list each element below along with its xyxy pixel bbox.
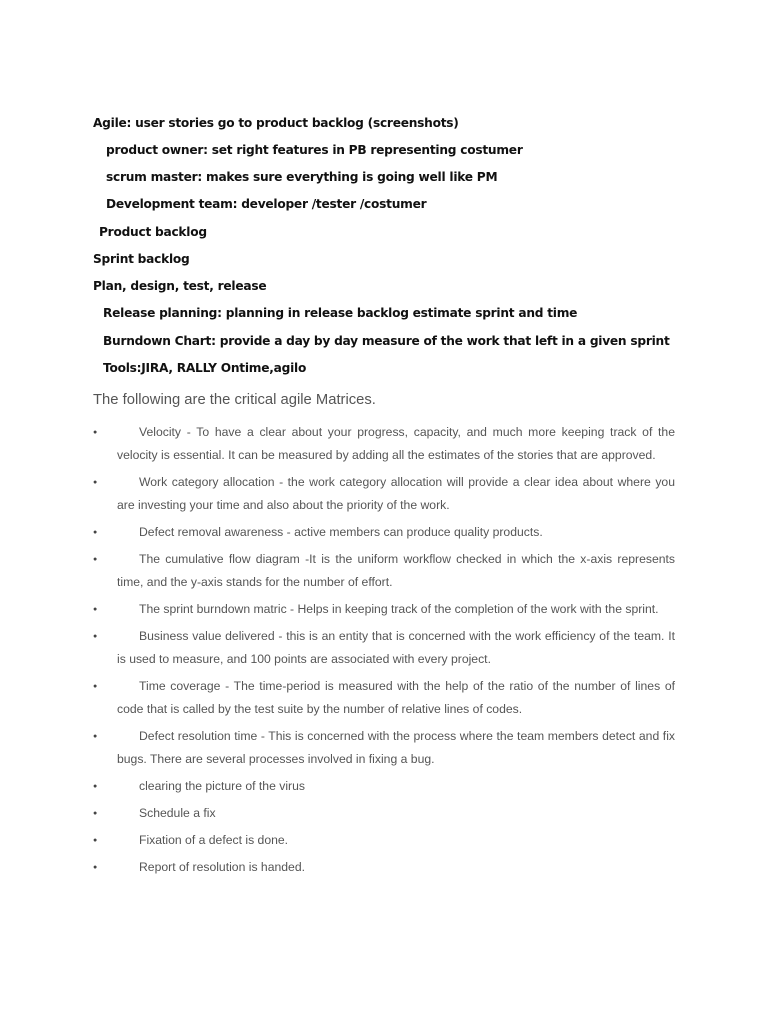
- list-item: [93, 548, 675, 594]
- bullet-icon: ●: [93, 864, 98, 871]
- list-item-text: clearing the picture of the virus: [139, 779, 305, 793]
- note-text: planning in release backlog estimate sprint and time: [221, 306, 578, 320]
- list-item: [93, 829, 675, 852]
- list-item-text: Fixation of a defect is done.: [139, 833, 289, 847]
- note-agile: [93, 116, 459, 130]
- note-text: developer /tester /costumer: [237, 197, 427, 211]
- list-item-text: The sprint burndown matric - Helps in keeping track of the completion of the work with the sprint.: [139, 602, 659, 616]
- list-item-text: Schedule a fix: [139, 806, 216, 820]
- bullet-icon: ●: [93, 733, 98, 740]
- list-item: [93, 521, 675, 544]
- list-item-text: Defect resolution time - This is concerned with the process where the team members detect and fix bugs. There are several processes involved in fixing a bug.: [117, 729, 675, 766]
- note-product-backlog: [99, 225, 207, 239]
- list-item-text: Time coverage - The time-period is measured with the help of the ratio of the number of lines of code that is called by the test suite by the number of relative lines of codes.: [117, 679, 675, 716]
- list-item-text: Business value delivered - this is an entity that is concerned with the work efficiency of the team. It is used to measure, and 100 points are associated with every project.: [117, 629, 675, 666]
- note-label: Sprint backlog: [93, 252, 190, 266]
- bullet-icon: ●: [93, 606, 98, 613]
- list-item-text: Velocity - To have a clear about your progress, capacity, and much more keeping track of the velocity is essential. It can be measured by adding all the estimates of the stories that are approved.: [117, 425, 675, 462]
- bullet-icon: ●: [93, 810, 98, 817]
- note-burndown-chart: [103, 334, 670, 348]
- bullet-icon: ●: [93, 633, 98, 640]
- bullet-icon: ●: [93, 837, 98, 844]
- note-label: Release planning:: [103, 306, 222, 320]
- note-text: Ontime,agilo: [216, 361, 307, 375]
- note-release-planning: [103, 306, 577, 320]
- metrics-list: [93, 421, 675, 883]
- bullet-icon: ●: [93, 529, 98, 536]
- note-label: Product backlog: [99, 225, 207, 239]
- bullet-icon: ●: [93, 479, 98, 486]
- list-item: [93, 775, 675, 798]
- list-item-text: The cumulative flow diagram -It is the uniform workflow checked in which the x-axis represents time, and the y-axis stands for the number of effort.: [117, 552, 675, 589]
- note-development-team: [106, 197, 426, 211]
- note-label: Tools:JIRA, RALLY: [103, 361, 217, 375]
- note-text: user stories go to product backlog (screenshots): [131, 116, 459, 130]
- note-label: Burndown Chart:: [103, 334, 216, 348]
- list-item: [93, 625, 675, 671]
- list-item-text: Report of resolution is handed.: [139, 860, 305, 874]
- list-item: [93, 725, 675, 771]
- list-item: [93, 802, 675, 825]
- note-text: set right features in PB representing costumer: [207, 143, 523, 157]
- note-label: product owner:: [106, 143, 208, 157]
- note-scrum-master: [106, 170, 497, 184]
- note-label: scrum master:: [106, 170, 203, 184]
- section-heading: The following are the critical agile Matrices.: [93, 392, 376, 408]
- note-label: Plan, design, test, release: [93, 279, 267, 293]
- list-item: [93, 675, 675, 721]
- list-item: [93, 471, 675, 517]
- note-product-owner: [106, 143, 523, 157]
- note-text: makes sure everything is going well like PM: [202, 170, 498, 184]
- list-item: [93, 856, 675, 879]
- bullet-icon: ●: [93, 429, 98, 436]
- note-text: provide a day by day measure of the work that left in a given sprint: [215, 334, 670, 348]
- list-item: [93, 598, 675, 621]
- note-label: Development team:: [106, 197, 238, 211]
- bullet-icon: ●: [93, 556, 98, 563]
- bullet-icon: ●: [93, 783, 98, 790]
- list-item: [93, 421, 675, 467]
- note-plan-design-test-release: [93, 279, 266, 293]
- list-item-text: Defect removal awareness - active members can produce quality products.: [139, 525, 543, 539]
- bullet-icon: ●: [93, 683, 98, 690]
- note-tools: [103, 361, 306, 375]
- list-item-text: Work category allocation - the work category allocation will provide a clear idea about where you are investing your time and also about the priority of the work.: [117, 475, 675, 512]
- note-label: Agile:: [93, 116, 132, 130]
- note-sprint-backlog: [93, 252, 190, 266]
